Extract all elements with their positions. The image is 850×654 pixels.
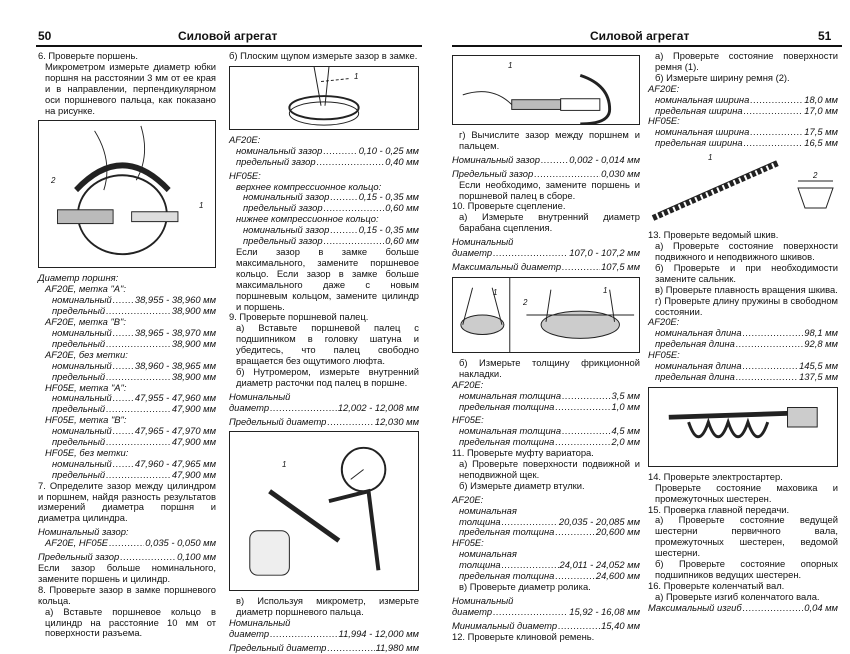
- spec-row: [229, 403, 419, 414]
- spec-label: предельная толщина: [459, 436, 555, 448]
- dot-leader: [323, 146, 357, 157]
- spec-label: номинальный: [52, 425, 112, 437]
- fig-spring-caliper: [648, 387, 838, 467]
- paragraph: а) Измерьте внутренний диаметр барабана сцепления.: [459, 211, 640, 234]
- callout-label: 2: [523, 297, 528, 307]
- spec-label: номинальный: [52, 326, 112, 338]
- dot-leader: [736, 372, 798, 383]
- illustration: [39, 121, 215, 267]
- spec-row: [452, 262, 640, 273]
- spec-label: предельный: [52, 403, 106, 415]
- fig-ring-gap: [229, 66, 419, 130]
- spec-heading: HF05E:: [229, 169, 261, 181]
- spec-row: [38, 361, 216, 372]
- spec-value: 107,5 мм: [601, 260, 640, 272]
- paragraph: б) Измерьте диаметр втулки.: [459, 479, 585, 491]
- spec-value: 47,965 - 47,970 мм: [134, 425, 216, 437]
- callout-label: 1: [708, 153, 713, 163]
- paragraph: б) Проверьте и при необходимости замените сальник.: [655, 261, 838, 284]
- spec-row: [229, 417, 419, 428]
- paragraph: в) Проверьте диаметр ролика.: [459, 581, 591, 592]
- page-number: 51: [818, 29, 832, 43]
- spec-value: 98,1 мм: [804, 327, 838, 339]
- spec-row: [229, 643, 419, 654]
- spec-value: 15,40 мм: [601, 619, 640, 631]
- paragraph: а) Проверьте изгиб коленчатого вала.: [655, 590, 820, 602]
- dot-leader: [330, 192, 357, 203]
- spec-heading: AF20E, метка "A":: [45, 283, 126, 295]
- spec-value: 0,035 - 0,050 мм: [145, 537, 216, 549]
- paragraph: б) Измерьте толщину фрикционной накладки.: [459, 356, 640, 379]
- spec-label: номинальная толщина: [459, 425, 562, 437]
- spec-value: 92,8 мм: [804, 338, 838, 350]
- spec-value: 18,0 мм: [804, 93, 838, 105]
- callout-label: 1: [354, 71, 359, 81]
- spec-label: Номинальный зазор: [452, 153, 540, 165]
- dot-leader: [562, 391, 610, 402]
- spec-value: 16,5 мм: [804, 137, 838, 149]
- spec-value: 38,960 - 38,965 мм: [134, 359, 216, 371]
- spec-row: [648, 138, 838, 149]
- spec-row: [452, 607, 640, 618]
- spec-label: номинальный зазор: [243, 224, 330, 236]
- spec-value: 11,994 - 12,000 мм: [338, 628, 419, 640]
- paragraph: б) Нутромером, измерьте внутренний диаметр расточки под палец в поршне.: [236, 365, 419, 388]
- spec-label: диаметр: [229, 401, 270, 413]
- spec-value: 0,60 мм: [385, 235, 419, 247]
- running-header: Силовой агрегат: [178, 29, 278, 43]
- dot-leader: [109, 538, 144, 549]
- spec-label: Предельный диаметр: [229, 415, 327, 427]
- right-column-2: [648, 51, 838, 614]
- spec-value: 0,10 - 0,25 мм: [358, 144, 419, 156]
- spec-value: 38,900 мм: [171, 305, 216, 317]
- spec-label: предельная длина: [655, 370, 735, 382]
- spec-label: номинальный: [52, 457, 112, 469]
- spec-value: 0,15 - 0,35 мм: [358, 191, 419, 203]
- spec-value: 4,5 мм: [611, 425, 640, 437]
- dot-leader: [493, 248, 568, 259]
- spec-value: 17,0 мм: [804, 104, 838, 116]
- fig-piston-micrometer: [38, 120, 216, 268]
- page-number: 50: [38, 29, 52, 43]
- spec-label: номинальная ширина: [655, 93, 750, 105]
- paragraph: 11. Проверьте муфту вариатора.: [452, 447, 594, 459]
- dot-leader: [327, 643, 374, 654]
- spec-label: Минимальный диаметр: [452, 619, 558, 631]
- right-column-1: [452, 51, 640, 643]
- spec-label: предельный зазор: [243, 235, 323, 247]
- spec-value: 145,5 мм: [799, 360, 838, 372]
- dot-leader: [555, 402, 610, 413]
- spec-value: 0,100 мм: [177, 551, 216, 563]
- spec-label: предельная длина: [655, 338, 735, 350]
- spec-label: предельная толщина: [459, 526, 555, 538]
- dot-leader: [744, 106, 804, 117]
- spec-heading: Номинальный: [452, 594, 514, 606]
- spec-heading: AF20E:: [452, 493, 484, 505]
- spec-heading: AF20E:: [452, 378, 484, 390]
- spec-value: 2,0 мм: [611, 436, 640, 448]
- paragraph: 10. Проверьте сцепление.: [452, 200, 566, 212]
- spec-row: [38, 372, 216, 383]
- spec-label: номинальная толщина: [459, 389, 562, 401]
- illustration: [230, 67, 418, 129]
- paragraph: а) Вставьте поршневое кольцо в цилиндр на расстояние 10 мм от поверхности разъема.: [45, 605, 216, 639]
- spec-label: диаметр: [452, 605, 493, 617]
- spec-heading: Номинальный зазор:: [38, 526, 129, 538]
- dot-leader: [736, 339, 803, 350]
- spec-label: предельный: [52, 370, 106, 382]
- dot-leader: [113, 361, 134, 372]
- dot-leader: [562, 426, 610, 437]
- spec-value: 0,40 мм: [385, 155, 419, 167]
- spec-heading: HF05E:: [452, 414, 484, 426]
- fig-pin-micrometer: [452, 55, 640, 125]
- spec-heading: HF05E, метка "B":: [45, 414, 127, 426]
- spec-heading: AF20E, без метки:: [45, 348, 128, 360]
- spec-heading: HF05E:: [648, 115, 680, 127]
- left-column-2: [229, 51, 419, 654]
- spec-value: 47,900 мм: [171, 436, 216, 448]
- spec-heading: AF20E:: [648, 316, 680, 328]
- spec-heading: HF05E:: [648, 349, 680, 361]
- illustration: [453, 278, 639, 352]
- spec-value: 0,15 - 0,35 мм: [358, 224, 419, 236]
- spec-heading: Диаметр поршня:: [38, 272, 119, 284]
- spec-label: предельный: [52, 436, 106, 448]
- spec-heading: HF05E, метка "A":: [45, 381, 127, 393]
- dot-leader: [555, 527, 595, 538]
- paragraph: 7. Определите зазор между цилиндром и поршнем, найдя разность результатов измерений диаметра поршня и диаметра цилиндра.: [38, 479, 216, 524]
- spec-value: 38,900 мм: [171, 370, 216, 382]
- illustration: [649, 388, 837, 466]
- dot-leader: [113, 459, 134, 470]
- spec-heading: Номинальный: [229, 617, 291, 629]
- paragraph: в) Используя микрометр, измерьте диаметр поршневого пальца.: [236, 595, 419, 618]
- spec-value: 137,5 мм: [799, 370, 838, 382]
- spec-value: 38,900 мм: [171, 337, 216, 349]
- spec-heading: номинальная: [459, 548, 517, 560]
- spec-label: номинальный зазор: [243, 191, 330, 203]
- spec-heading: AF20E, метка "B":: [45, 316, 126, 328]
- paragraph: г) Вычислите зазор между поршнем и пальцем.: [459, 129, 640, 151]
- illustration: [453, 56, 639, 124]
- spec-value: 17,5 мм: [804, 126, 838, 138]
- spec-heading: Номинальный: [452, 236, 514, 248]
- paragraph: 13. Проверьте ведомый шкив.: [648, 229, 779, 241]
- callout-label: 1: [282, 460, 287, 470]
- callout-label: 1: [508, 61, 513, 70]
- dot-leader: [113, 426, 134, 437]
- spec-value: 12,002 - 12,008 мм: [337, 401, 419, 413]
- dot-leader: [743, 328, 804, 339]
- spec-heading: HF05E:: [452, 537, 484, 549]
- callout-label: 2: [51, 176, 56, 186]
- spec-value: 20,600 мм: [595, 526, 640, 538]
- spec-value: 47,955 - 47,960 мм: [134, 392, 216, 404]
- spec-row: [452, 391, 640, 402]
- spec-row: [452, 248, 640, 259]
- dot-leader: [562, 262, 600, 273]
- callout-label: 1: [493, 287, 498, 297]
- spec-heading: номинальная: [459, 504, 517, 516]
- dot-leader: [750, 95, 803, 106]
- paragraph: Проверьте состояние маховика и промежуточных шестерен.: [655, 481, 838, 504]
- dot-leader: [106, 372, 171, 383]
- spec-row: [648, 372, 838, 383]
- fig-clutch-drum: [452, 277, 640, 353]
- spec-label: номинальный: [52, 392, 112, 404]
- spec-label: диаметр: [229, 628, 270, 640]
- header-rule: [452, 45, 842, 47]
- illustration: [648, 153, 838, 225]
- dot-leader: [113, 295, 134, 306]
- spec-label: Предельный диаметр: [229, 642, 327, 654]
- spec-value: 0,030 мм: [601, 167, 640, 179]
- spec-heading: HF05E, без метки:: [45, 446, 129, 458]
- spec-row: [229, 629, 419, 640]
- spec-label: номинальная ширина: [655, 126, 750, 138]
- callout-label: 1: [199, 201, 204, 211]
- spec-row: [452, 169, 640, 180]
- paragraph: 14. Проверьте электростартер.: [648, 470, 783, 482]
- dot-leader: [743, 361, 799, 372]
- spec-label: предельный зазор: [236, 155, 316, 167]
- dot-leader: [113, 393, 134, 404]
- paragraph: б) Проверьте состояние опорных подшипников ведущих шестерен.: [655, 558, 838, 580]
- spec-row: [452, 621, 640, 632]
- paragraph: а) Проверьте поверхности подвижной и неподвижной щек.: [459, 458, 640, 480]
- paragraph: 6. Проверьте поршень.: [38, 50, 138, 61]
- spec-label: номинальная длина: [655, 327, 742, 339]
- spec-row: [38, 538, 216, 549]
- spec-label: предельный: [52, 337, 106, 349]
- paragraph: 15. Проверка главной передачи.: [648, 503, 790, 515]
- callout-label: 1: [603, 285, 608, 295]
- paragraph: Если зазор больше номинального, замените поршень и цилиндр.: [38, 562, 216, 584]
- spec-label: номинальная длина: [655, 360, 742, 372]
- spec-value: 24,011 - 24,052 мм: [559, 559, 640, 571]
- spec-value: 1,0 мм: [611, 400, 640, 412]
- dot-leader: [330, 225, 357, 236]
- paragraph: 12. Проверьте клиновой ремень.: [452, 630, 595, 642]
- paragraph: б) Плоским щупом измерьте зазор в замке.: [229, 50, 418, 61]
- left-column-1: [38, 51, 216, 639]
- dot-leader: [534, 169, 600, 180]
- spec-row: [648, 603, 838, 614]
- spec-row: [452, 402, 640, 413]
- spec-row: [452, 155, 640, 166]
- paragraph: а) Проверьте состояние поверхности ремня (1).: [655, 50, 838, 72]
- spec-heading: Номинальный: [229, 390, 291, 402]
- spec-label: AF20E, HF05E: [45, 537, 109, 549]
- dot-leader: [317, 157, 385, 168]
- paragraph: а) Проверьте состояние ведущей шестерни первичного вала, промежуточных шестерен, ведомой шестерни.: [655, 514, 838, 559]
- spec-label: предельный зазор: [243, 202, 323, 214]
- spec-heading: верхнее компрессионное кольцо:: [236, 180, 382, 192]
- spec-value: 3,5 мм: [611, 389, 640, 401]
- running-header: Силовой агрегат: [590, 29, 690, 43]
- paragraph: а) Проверьте состояние поверхности подвижного и неподвижного шкивов.: [655, 240, 838, 262]
- fig-vbelt: [648, 153, 838, 225]
- header-rule: [36, 45, 422, 47]
- spec-label: Предельный зазор: [452, 167, 534, 179]
- dot-leader: [541, 155, 568, 166]
- spec-label: предельный: [52, 468, 106, 480]
- dot-leader: [744, 138, 804, 149]
- paragraph: Если необходимо, замените поршень и поршневой палец в сборе.: [459, 178, 640, 201]
- fig-bore-gauge: [229, 431, 419, 591]
- spec-label: Предельный зазор: [38, 551, 120, 563]
- spec-label: номинальный: [52, 359, 112, 371]
- spec-value: 11,980 мм: [375, 642, 419, 654]
- spec-value: 15,92 - 16,08 мм: [569, 605, 640, 617]
- spec-label: Максимальный изгиб: [648, 601, 742, 613]
- paragraph: Микрометром измерьте диаметр юбки поршня на расстоянии 3 мм от ее края и в направлении, перпендикулярном оси поршневого пальца, как показано на рисунке.: [45, 60, 216, 116]
- paragraph: 9. Проверьте поршневой палец.: [229, 311, 369, 323]
- paragraph: в) Проверьте плавность вращения шкива.: [655, 283, 838, 295]
- spec-value: 47,900 мм: [171, 468, 216, 480]
- spec-label: толщина: [459, 559, 501, 571]
- spec-row: [229, 157, 419, 168]
- dot-leader: [327, 417, 374, 428]
- spec-value: 0,04 мм: [804, 601, 838, 613]
- dot-leader: [743, 603, 804, 614]
- spec-heading: нижнее компрессионное кольцо:: [236, 213, 379, 225]
- spec-label: номинальный: [52, 294, 112, 306]
- paragraph: Если зазор в замке больше максимального, замените поршневое кольцо. Если зазор в замке больше максимального даже с новым поршневым кольцом, замените цилиндр и поршень.: [236, 245, 419, 312]
- paragraph: 16. Проверьте коленчатый вал.: [648, 579, 785, 591]
- spec-value: 24,600 мм: [595, 570, 640, 582]
- spec-value: 47,960 - 47,965 мм: [134, 457, 216, 469]
- spec-label: предельная ширина: [655, 104, 743, 116]
- spec-value: 38,965 - 38,970 мм: [134, 326, 216, 338]
- spec-heading: AF20E:: [229, 133, 261, 145]
- paragraph: а) Вставьте поршневой палец с подшипником в головку шатуна и убедитесь, что палец свободно вращается без ощутимого люфта.: [236, 322, 419, 367]
- spec-label: предельный: [52, 305, 106, 317]
- spec-value: 20,035 - 20,085 мм: [558, 515, 640, 527]
- callout-label: 2: [813, 171, 818, 181]
- paragraph: 8. Проверьте зазор в замке поршневого кольца.: [38, 583, 216, 606]
- spec-label: толщина: [459, 515, 501, 527]
- spec-label: диаметр: [452, 247, 493, 259]
- spec-value: 0,60 мм: [385, 202, 419, 214]
- spec-label: предельная толщина: [459, 570, 555, 582]
- dot-leader: [493, 607, 568, 618]
- spec-heading: AF20E:: [648, 82, 680, 94]
- spec-value: 12,030 мм: [374, 415, 419, 427]
- spec-value: 0,002 - 0,014 мм: [569, 153, 640, 165]
- dot-leader: [270, 629, 337, 640]
- spec-label: предельная толщина: [459, 400, 555, 412]
- dot-leader: [270, 403, 337, 414]
- spec-value: 47,900 мм: [171, 403, 216, 415]
- spec-row: [648, 95, 838, 106]
- dot-leader: [558, 621, 600, 632]
- paragraph: г) Проверьте длину пружины в свободном состоянии.: [655, 294, 838, 317]
- illustration: [230, 432, 418, 590]
- spec-label: Максимальный диаметр: [452, 260, 562, 272]
- dot-leader: [750, 127, 803, 138]
- paragraph: б) Измерьте ширину ремня (2).: [655, 71, 790, 83]
- spec-label: предельная ширина: [655, 137, 743, 149]
- spec-value: 107,0 - 107,2 мм: [569, 247, 640, 259]
- spec-label: номинальный зазор: [236, 144, 323, 156]
- dot-leader: [113, 328, 134, 339]
- spec-value: 38,955 - 38,960 мм: [134, 294, 216, 306]
